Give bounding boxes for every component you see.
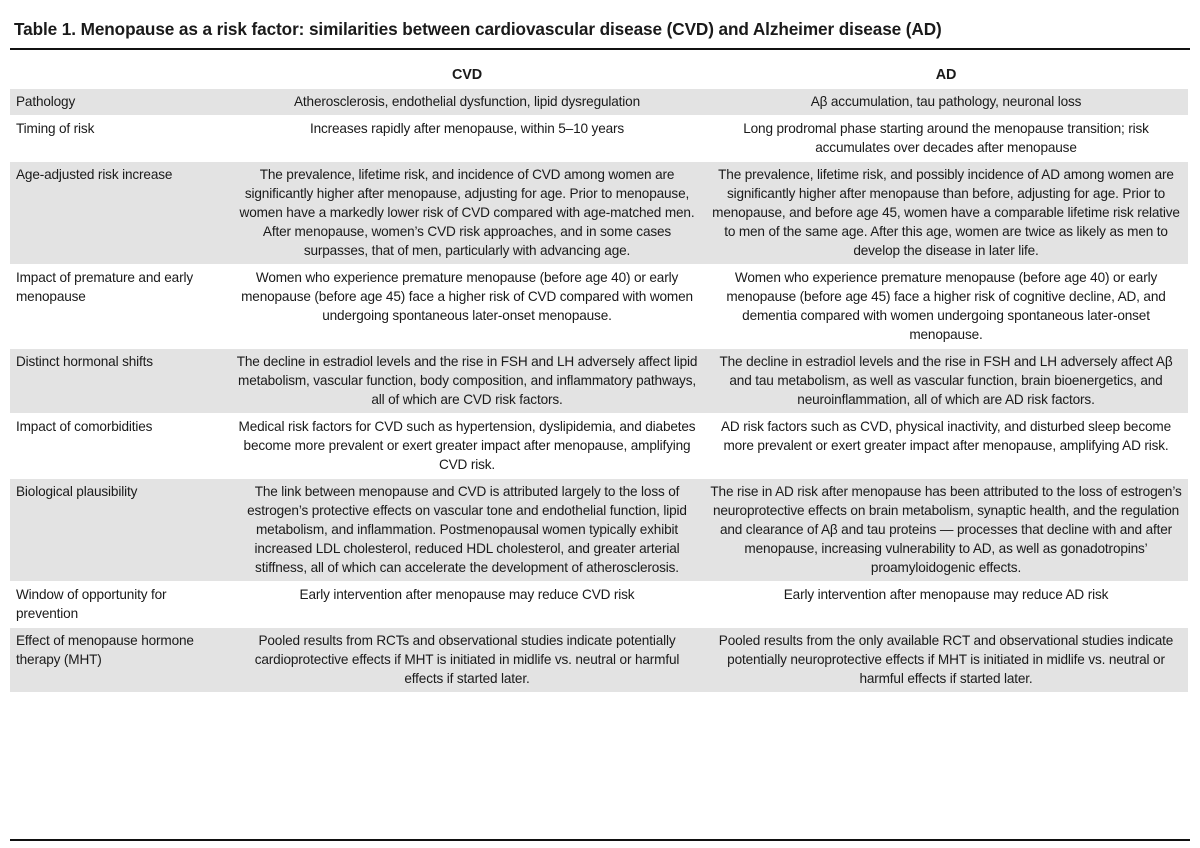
table-title: Table 1. Menopause as a risk factor: similarities between cardiovascular disease (CVD) and Alzheimer disease (AD) [14, 19, 942, 39]
cvd-cell: The prevalence, lifetime risk, and incidence of CVD among women are significantly higher after menopause, adjusting for age. Prior to menopause, women have a markedly lower risk of CVD compared with age-matched men. After menopause, women’s CVD risk approaches, and in some cases surpasses, that of men, particularly with advancing age. [230, 162, 704, 265]
top-rule [10, 48, 1190, 50]
table-row [10, 116, 1188, 162]
cvd-cell: Early intervention after menopause may reduce CVD risk [230, 582, 704, 628]
row-label: Impact of premature and early menopause [10, 265, 230, 349]
header-label [10, 60, 230, 89]
table-row [10, 479, 1188, 582]
cvd-cell: Atherosclerosis, endothelial dysfunction, lipid dysregulation [230, 89, 704, 116]
table-row [10, 628, 1188, 693]
ad-cell: AD risk factors such as CVD, physical inactivity, and disturbed sleep become more prevalent or exert greater impact after menopause, amplifying AD risk. [704, 414, 1188, 479]
comparison-table [10, 60, 1188, 693]
cvd-cell: Pooled results from RCTs and observational studies indicate potentially cardioprotective effects if MHT is initiated in midlife vs. neutral or harmful effects if started later. [230, 628, 704, 693]
ad-cell: The rise in AD risk after menopause has been attributed to the loss of estrogen’s neuroprotective effects on brain metabolism, synaptic health, and the regulation and clearance of Aβ and tau proteins — processes that decline with and after menopause, increasing vulnerability to AD, as well as gonadotropins’ proamyloidogenic effects. [704, 479, 1188, 582]
row-label: Window of opportunity for prevention [10, 582, 230, 628]
header-ad: AD [935, 66, 957, 83]
cvd-cell: The link between menopause and CVD is attributed largely to the loss of estrogen’s protective effects on vascular tone and endothelial function, lipid metabolism, and inflammation. Postmenopausal women typically exhibit increased LDL cholesterol, reduced HDL cholesterol, and greater arterial stiffness, all of which can accelerate the development of atherosclerosis. [230, 479, 704, 582]
cvd-cell: Increases rapidly after menopause, within 5–10 years [230, 116, 704, 162]
ad-cell: Women who experience premature menopause (before age 40) or early menopause (before age 45) face a higher risk of cognitive decline, AD, and dementia compared with women undergoing spontaneous later-onset menopause. [704, 265, 1188, 349]
cvd-cell: Medical risk factors for CVD such as hypertension, dyslipidemia, and diabetes become more prevalent or exert greater impact after menopause, amplifying CVD risk. [230, 414, 704, 479]
ad-cell: Long prodromal phase starting around the menopause transition; risk accumulates over decades after menopause [704, 116, 1188, 162]
table-row [10, 89, 1188, 116]
table-row [10, 414, 1188, 479]
cvd-cell: The decline in estradiol levels and the rise in FSH and LH adversely affect lipid metabolism, vascular function, body composition, and inflammatory pathways, all of which are CVD risk factors. [230, 349, 704, 414]
row-label: Distinct hormonal shifts [10, 349, 230, 414]
header-row [10, 60, 1188, 89]
row-label: Timing of risk [10, 116, 230, 162]
ad-cell: Aβ accumulation, tau pathology, neuronal loss [704, 89, 1188, 116]
table-row [10, 582, 1188, 628]
row-label: Age-adjusted risk increase [10, 162, 230, 265]
ad-cell: Early intervention after menopause may reduce AD risk [704, 582, 1188, 628]
row-label: Impact of comorbidities [10, 414, 230, 479]
table-row [10, 162, 1188, 265]
bottom-rule [10, 839, 1190, 841]
header-cvd: CVD [452, 66, 482, 83]
ad-cell: The decline in estradiol levels and the rise in FSH and LH adversely affect Aβ and tau metabolism, as well as vascular function, brain bioenergetics, and neuroinflammation, all of which are AD risk factors. [704, 349, 1188, 414]
row-label: Pathology [10, 89, 230, 116]
row-label: Effect of menopause hormone therapy (MHT) [10, 628, 230, 693]
ad-cell: The prevalence, lifetime risk, and possibly incidence of AD among women are significantly higher after menopause than before, adjusting for age. Prior to menopause, and before age 45, women have a comparable lifetime risk relative to men of the same age. After this age, women are twice as likely as men to develop the disease in later life. [704, 162, 1188, 265]
ad-cell: Pooled results from the only available RCT and observational studies indicate potentially neuroprotective effects if MHT is initiated in midlife vs. neutral or harmful effects if started later. [704, 628, 1188, 693]
cvd-cell: Women who experience premature menopause (before age 40) or early menopause (before age 45) face a higher risk of CVD compared with women undergoing spontaneous later-onset menopause. [230, 265, 704, 349]
table-row [10, 349, 1188, 414]
table-row [10, 265, 1188, 349]
row-label: Biological plausibility [10, 479, 230, 582]
